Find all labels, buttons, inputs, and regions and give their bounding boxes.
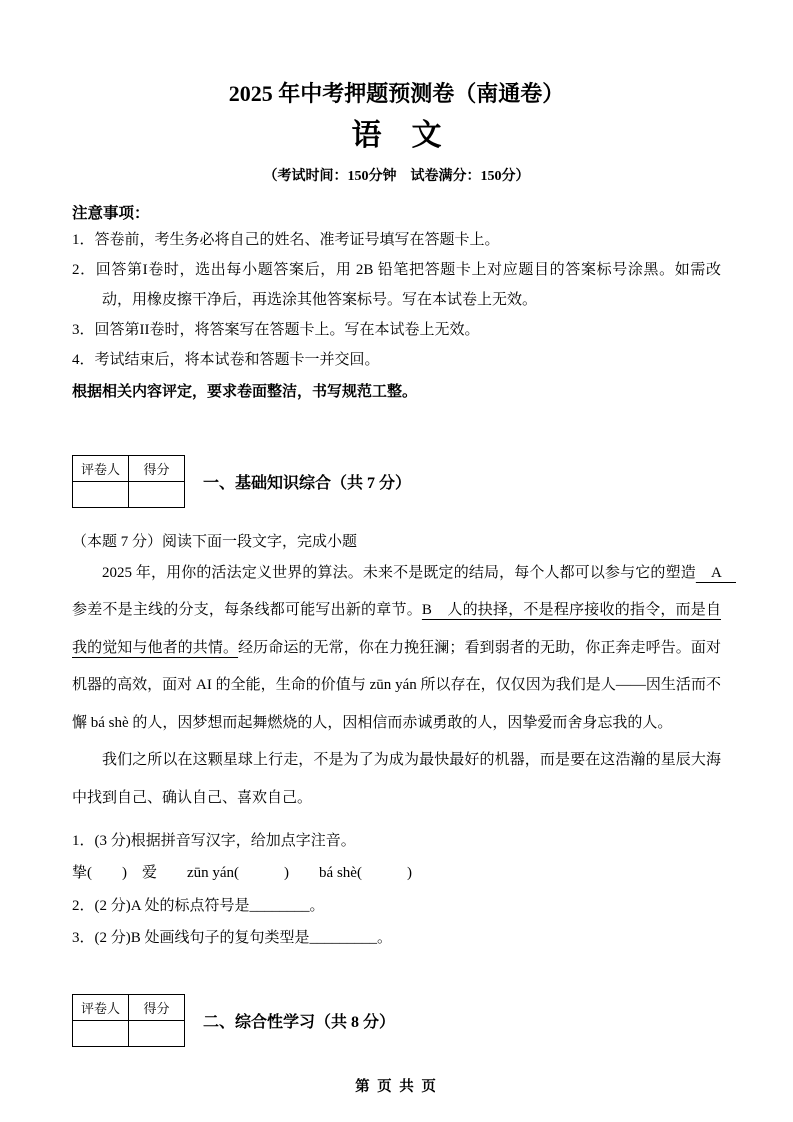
question-3: 3．(2 分)B 处画线句子的复句类型是_________。 xyxy=(72,929,392,946)
grading-note: 根据相关内容评定，要求卷面整洁，书写规范工整。 xyxy=(72,383,418,400)
passage-part-2: 参差不是主线的分支，每条线都可能写出新的章节。 xyxy=(72,602,422,618)
page-footer: 第 页 共 页 xyxy=(355,1079,438,1095)
notice-item-1: 1．答卷前，考生务必将自己的姓名、准考证号填写在答题卡上。 xyxy=(72,231,500,248)
passage-underline-b: B 人的抉择，不是程序接收的指令，而是自我的觉知与他者的共情。 xyxy=(72,602,721,656)
notice-heading: 注意事项： xyxy=(72,204,150,222)
exam-info: （考试时间：150分钟 试卷满分：150分） xyxy=(263,168,530,184)
section-1-header xyxy=(72,455,721,508)
grader-label-cell: 评卷人 xyxy=(73,455,129,481)
score-table-1 xyxy=(72,455,185,508)
score-label-cell: 得分 xyxy=(129,455,185,481)
grader-label-cell: 评卷人 xyxy=(73,995,129,1021)
exam-title: 2025 年中考押题预测卷（南通卷） xyxy=(228,81,565,106)
question-1: 1．(3 分)根据拼音写汉字，给加点字注音。 xyxy=(72,833,356,849)
passage-paragraph-2: 我们之所以在这颗星球上行走，不是为了为成为最快最好的机器，而是要在这浩瀚的星辰大海中找到自己、确认自己、喜欢自己。 xyxy=(72,752,721,806)
section-1-intro: （本题 7 分）阅读下面一段文字，完成小题 xyxy=(72,533,358,550)
question-list xyxy=(72,825,721,954)
notice-item-4: 4．考试结束后，将本试卷和答题卡一并交回。 xyxy=(72,351,380,368)
section-2-header xyxy=(72,994,721,1047)
score-value-cell xyxy=(129,481,185,507)
section-1-title: 一、基础知识综合（共 7 分） xyxy=(203,474,412,492)
passage-part-1: 2025 年，用你的活法定义世界的算法。未来不是既定的结局，每个人都可以参与它的塑造 xyxy=(102,564,696,581)
question-2: 2．(2 分)A 处的标点符号是________。 xyxy=(72,897,325,914)
question-1-pinyin-line: 挚( ) 爱 zūn yán( ) bá shè( ) xyxy=(72,865,412,882)
subject-title: 语 文 xyxy=(351,118,442,152)
grader-value-cell xyxy=(73,1021,129,1047)
score-value-cell xyxy=(129,1021,185,1047)
notice-list xyxy=(72,225,721,375)
section-2-title: 二、综合性学习（共 8 分） xyxy=(203,1014,396,1031)
score-label-cell: 得分 xyxy=(129,995,185,1021)
notice-item-3: 3．回答第II卷时，将答案写在答题卡上。写在本试卷上无效。 xyxy=(72,321,480,338)
notice-item-2: 2．回答第I卷时，选出每小题答案后，用 2B 铅笔把答题卡上对应题目的答案标号涂黑。如需改动，用橡皮擦干净后，再选涂其他答案标号。写在本试卷上无效。 xyxy=(72,261,721,308)
grader-value-cell xyxy=(73,481,129,507)
score-table-2 xyxy=(72,994,185,1047)
passage-part-3: 经历命运的无常，你在力挽狂澜；看到弱者的无助，你正奔走呼告。面对机器的高效，面对 AI 的全能，生命的价值与 zūn yán 所以存在，仅仅因为我们是人——因生活而不懈 bá shè 的人，因梦想而起舞燃烧的人，因相信而赤诚勇敢的人，因挚爱而舍身忘我的人。 xyxy=(72,639,721,731)
passage-paragraph-1 xyxy=(72,555,736,743)
passage-blank-a: A xyxy=(695,564,736,581)
